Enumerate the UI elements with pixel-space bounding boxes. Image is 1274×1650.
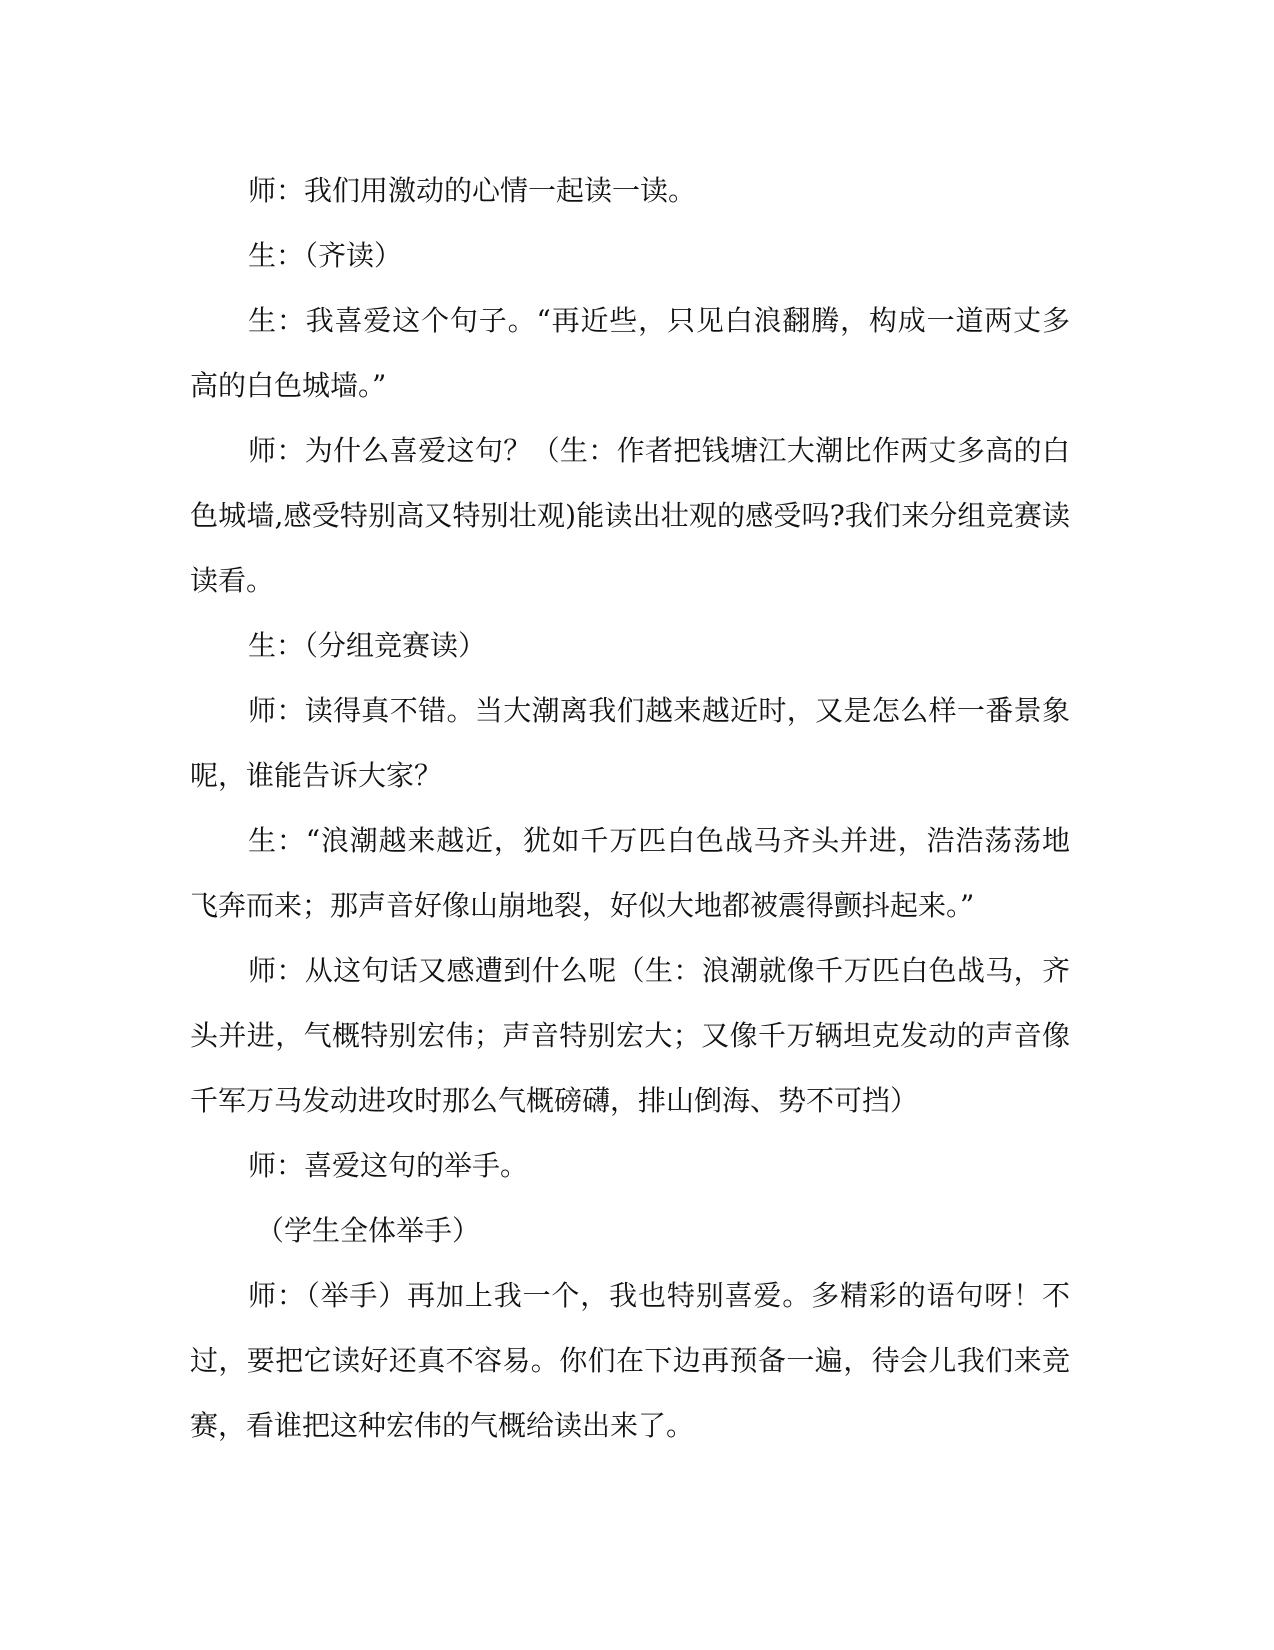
paragraph-2: 生：（齐读） — [248, 239, 403, 272]
paragraph-9: 师：喜爱这句的举手。 — [248, 1149, 529, 1182]
paragraph-7: 生：“浪潮越来越近，犹如千万匹白色战马齐头并进，浩浩荡荡地飞奔而来；那声音好像山崩地裂，好似大地都被震得颤抖起来。” — [190, 824, 1070, 922]
paragraph-5: 生：（分组竞赛读） — [248, 629, 487, 662]
paragraph-6: 师：读得真不错。当大潮离我们越来越近时，又是怎么样一番景象呢，谁能告诉大家？ — [190, 694, 1070, 792]
paragraph-4: 师：为什么喜爱这句？（生：作者把钱塘江大潮比作两丈多高的白色城墙,感受特别高又特别壮观)能读出壮观的感受吗?我们来分组竞赛读读看。 — [190, 434, 1070, 597]
paragraph-11: 师：（举手）再加上我一个，我也特别喜爱。多精彩的语句呀！不过，要把它读好还真不容易。你们在下边再预备一遍，待会儿我们来竞赛，看谁把这种宏伟的气概给读出来了。 — [190, 1279, 1070, 1442]
paragraph-8: 师：从这句话又感遭到什么呢（生：浪潮就像千万匹白色战马，齐头并进，气概特别宏伟；声音特别宏大；又像千万辆坦克发动的声音像千军万马发动进攻时那么气概磅礴，排山倒海、势不可挡） — [190, 954, 1070, 1117]
paragraph-3: 生：我喜爱这个句子。“再近些，只见白浪翻腾，构成一道两丈多高的白色城墙。” — [190, 304, 1070, 402]
paragraph-1: 师：我们用激动的心情一起读一读。 — [248, 174, 697, 207]
paragraph-10: （学生全体举手） — [256, 1214, 481, 1247]
document-body — [190, 158, 1070, 1458]
